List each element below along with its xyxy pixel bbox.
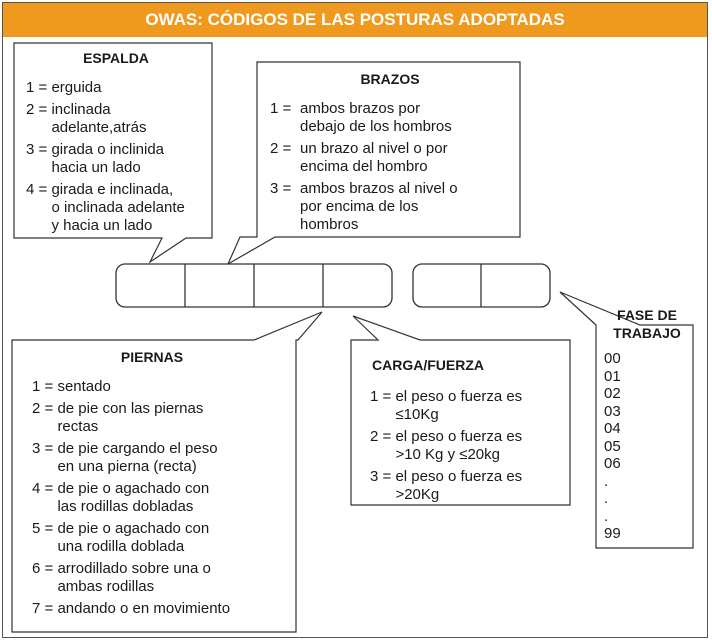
carga-list (370, 388, 565, 504)
item-number: 3 = (370, 468, 396, 485)
carga-box (370, 356, 565, 508)
espalda-list (26, 79, 206, 235)
item-text: sentado (57, 378, 111, 395)
piernas-item (32, 400, 292, 436)
piernas-item (32, 520, 292, 556)
carga-item (370, 428, 565, 464)
item-text: inclinada adelante,atrás (51, 101, 147, 136)
diagram-title: OWAS: CÓDIGOS DE LAS POSTURAS ADOPTADAS (3, 3, 707, 37)
item-text: el peso o fuerza es ≤10Kg (395, 388, 523, 423)
item-text: girada e inclinada, o inclinada adelante y hacia un lado (51, 181, 185, 234)
brazos-heading: BRAZOS (360, 71, 420, 87)
item-number: 1 = (370, 388, 396, 405)
item-number: 6 = (32, 560, 58, 577)
item-text: ambos brazos al nivel o por encima de los hombros (300, 180, 458, 233)
piernas-heading: PIERNAS (120, 349, 184, 365)
fase-code: 03 (604, 402, 621, 420)
item-text: arrodillado sobre una o ambas rodillas (57, 560, 211, 595)
piernas-item (32, 378, 292, 396)
fase-code: 02 (604, 385, 621, 402)
piernas-list (32, 378, 292, 618)
fase-code: . (604, 507, 609, 525)
fase-heading: FASE DE TRABAJO (613, 307, 681, 341)
item-text: el peso o fuerza es >20Kg (395, 468, 523, 503)
fase-code: 06 (604, 455, 621, 472)
fase-code: 99 (604, 525, 621, 542)
item-text: girada o inclinida hacia un lado (51, 141, 165, 176)
espalda-box (26, 49, 206, 239)
carga-heading: CARGA/FUERZA (372, 357, 484, 373)
item-number: 4 = (26, 181, 52, 198)
item-number: 2 = (32, 400, 58, 417)
fase-code: 01 (604, 367, 621, 385)
item-text: de pie con las piernas rectas (57, 400, 204, 435)
fase-code: . (604, 472, 609, 490)
brazos-list (270, 100, 510, 234)
item-text: de pie cargando el peso en una pierna (recta) (57, 440, 218, 475)
item-number: 1 = (26, 79, 52, 96)
brazos-item (270, 180, 510, 234)
item-number: 3 = (26, 141, 52, 158)
fase-code: 00 (604, 350, 621, 367)
item-text: ambos brazos por debajo de los hombros (300, 100, 452, 135)
item-text: andando o en movimiento (57, 600, 231, 617)
brazos-item (270, 140, 510, 176)
item-text: de pie o agachado con una rodilla doblada (57, 520, 210, 555)
item-number: 4 = (32, 480, 58, 497)
item-text: erguida (51, 79, 102, 96)
espalda-heading: ESPALDA (83, 50, 149, 66)
piernas-item (32, 600, 292, 618)
fase-code-list (604, 350, 690, 543)
espalda-item (26, 101, 206, 137)
brazos-box (270, 70, 510, 238)
piernas-item (32, 480, 292, 516)
item-number: 3 = (270, 180, 296, 197)
piernas-item (32, 560, 292, 596)
fase-code: 04 (604, 420, 621, 437)
carga-item (370, 388, 565, 424)
fase-code: 05 (604, 437, 621, 455)
item-number: 2 = (26, 101, 52, 118)
item-number: 2 = (270, 140, 296, 157)
item-number: 5 = (32, 520, 58, 537)
piernas-item (32, 440, 292, 476)
item-number: 2 = (370, 428, 396, 445)
item-number: 1 = (32, 378, 58, 395)
item-number: 1 = (270, 100, 296, 117)
item-number: 3 = (32, 440, 58, 457)
fase-box (604, 306, 690, 543)
item-text: un brazo al nivel o por encima del hombro (300, 140, 448, 175)
carga-item (370, 468, 565, 504)
brazos-item (270, 100, 510, 136)
item-text: de pie o agachado con las rodillas dobladas (57, 480, 210, 515)
espalda-item (26, 181, 206, 235)
fase-code: . (604, 490, 609, 507)
espalda-item (26, 79, 206, 97)
item-number: 7 = (32, 600, 58, 617)
item-text: el peso o fuerza es >10 Kg y ≤20kg (395, 428, 523, 463)
espalda-item (26, 141, 206, 177)
piernas-box (32, 348, 292, 622)
